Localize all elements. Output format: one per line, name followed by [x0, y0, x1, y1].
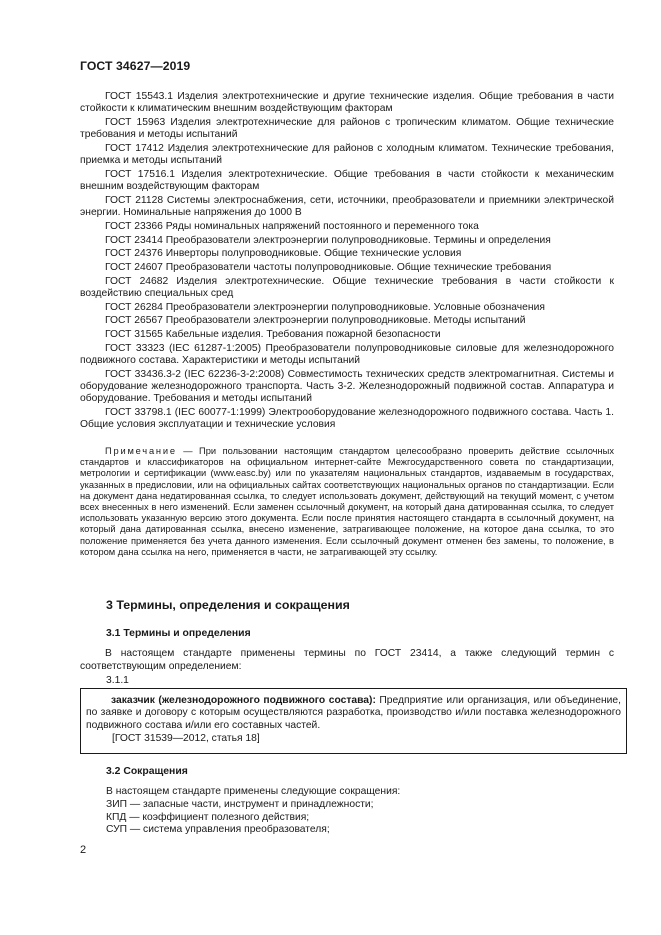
reference-item: ГОСТ 24376 Инверторы полупроводниковые. Общие технические условия [105, 248, 462, 260]
abbreviation-item: СУП — система управления преобразователя; [106, 824, 330, 835]
term-source: [ГОСТ 31539—2012, статья 18] [112, 733, 260, 744]
page-number: 2 [80, 844, 87, 856]
note-text: — При пользовании настоящим стандартом целесообразно проверить действие ссылочных стандартов и классификаторов на официальном интернет-сайте Межгосударственного совета по стандартизации, метрологии и сертификации (www.easc.by) или по указателям национальных стандартов, издаваемым в государствах, указанных в предисловии, или на официальных сайтах соответствующих национальных органов по стандартизации. Если на документ дана недатированная ссылка, то следует использовать документ, действующий на текущий момент, с учетом всех внесенных в него изменений. Если заменен ссылочный документ, на который дана датированная ссылка, то следует использовать указанную версию этого документа. Если после принятия настоящего стандарта в ссылочный документ, на который дана датированная ссылка, внесено изменение, затрагивающее положение, на которое дана ссылка, то это положение применяется без учета данного изменения. Если ссылочный документ отменен без замены, то положение, в котором дана ссылка на него, применяется в части, не затрагивающей эту ссылку. [80, 446, 614, 557]
term-name: заказчик (железнодорожного подвижного состава): [111, 695, 376, 706]
reference-item: ГОСТ 24682 Изделия электротехнические. Общие технические требования в части стойкости к воздействию специальных сред [80, 275, 614, 299]
reference-item: ГОСТ 33798.1 (IEC 60077-1:1999) Электрооборудование железнодорожного подвижного состава. Часть 1. Общие условия эксплуатации и технические условия [80, 406, 614, 431]
document-header: ГОСТ 34627—2019 [80, 59, 191, 73]
reference-item: ГОСТ 26284 Преобразователи электроэнергии полупроводниковые. Условные обозначения [105, 301, 545, 313]
clause-number: 3.1.1 [106, 675, 129, 686]
subsection-3-1-heading: 3.1 Термины и определения [106, 628, 251, 639]
normative-references-list [80, 91, 614, 433]
term-definition-box [80, 688, 627, 754]
term-definition [86, 695, 621, 732]
note-paragraph [80, 446, 614, 558]
reference-item: ГОСТ 23414 Преобразователи электроэнергии полупроводниковые. Термины и определения [105, 234, 551, 246]
abbreviations-list [106, 799, 374, 837]
abbreviation-item: КПД — коэффициент полезного действия; [106, 811, 310, 823]
reference-item: ГОСТ 15543.1 Изделия электротехнические и другие технические изделия. Общие требования в части стойкости к климатическим внешним воздействующим факторам [80, 91, 614, 115]
term-description: Предприятие или организация, или объединение, по заявке и договору с которым осуществляются разработка, производство и/или поставка железнодорожного подвижного состава и/или его составных частей. [86, 695, 621, 731]
reference-item: ГОСТ 33436.3-2 (IEC 62236-3-2:2008) Совместимость технических средств электромагнитная. Системы и оборудование железнодорожного транспорта. Часть 3-2. Железнодорожный подвижной состав. Аппаратура и оборудование. Требования и методы испытаний [80, 368, 614, 405]
terms-intro-paragraph: В настоящем стандарте применены термины по ГОСТ 23414, а также следующий термин с соответствующим определением: [80, 648, 614, 672]
reference-item: ГОСТ 26567 Преобразователи электроэнергии полупроводниковые. Методы испытаний [105, 315, 526, 327]
subsection-3-2-heading: 3.2 Сокращения [106, 766, 188, 777]
reference-item: ГОСТ 17516.1 Изделия электротехнические. Общие требования в части стойкости к механическим внешним воздействующим факторам [80, 168, 614, 193]
reference-item: ГОСТ 31565 Кабельные изделия. Требования пожарной безопасности [105, 329, 441, 341]
note-label: Примечание [105, 446, 177, 456]
reference-item: ГОСТ 17412 Изделия электротехнические для районов с холодным климатом. Технические требования, приемка и методы испытаний [80, 142, 614, 167]
reference-item: ГОСТ 33323 (IEC 61287-1:2005) Преобразователи полупроводниковые силовые для железнодорожного подвижного состава. Характеристики и методы испытаний [80, 342, 614, 367]
reference-item: ГОСТ 23366 Ряды номинальных напряжений постоянного и переменного тока [105, 220, 479, 232]
section-3-heading: 3 Термины, определения и сокращения [106, 598, 350, 612]
abbreviation-item: ЗИП — запасные части, инструмент и принадлежности; [106, 799, 374, 810]
reference-item: ГОСТ 21128 Системы электроснабжения, сети, источники, преобразователи и приемники электрической энергии. Номинальные напряжения до 1000 В [80, 194, 614, 219]
reference-item: ГОСТ 24607 Преобразователи частоты полупроводниковые. Общие технические требования [105, 261, 552, 273]
abbreviations-intro: В настоящем стандарте применены следующие сокращения: [106, 786, 401, 797]
reference-item: ГОСТ 15963 Изделия электротехнические для районов с тропическим климатом. Общие технические требования и методы испытаний [80, 116, 614, 141]
